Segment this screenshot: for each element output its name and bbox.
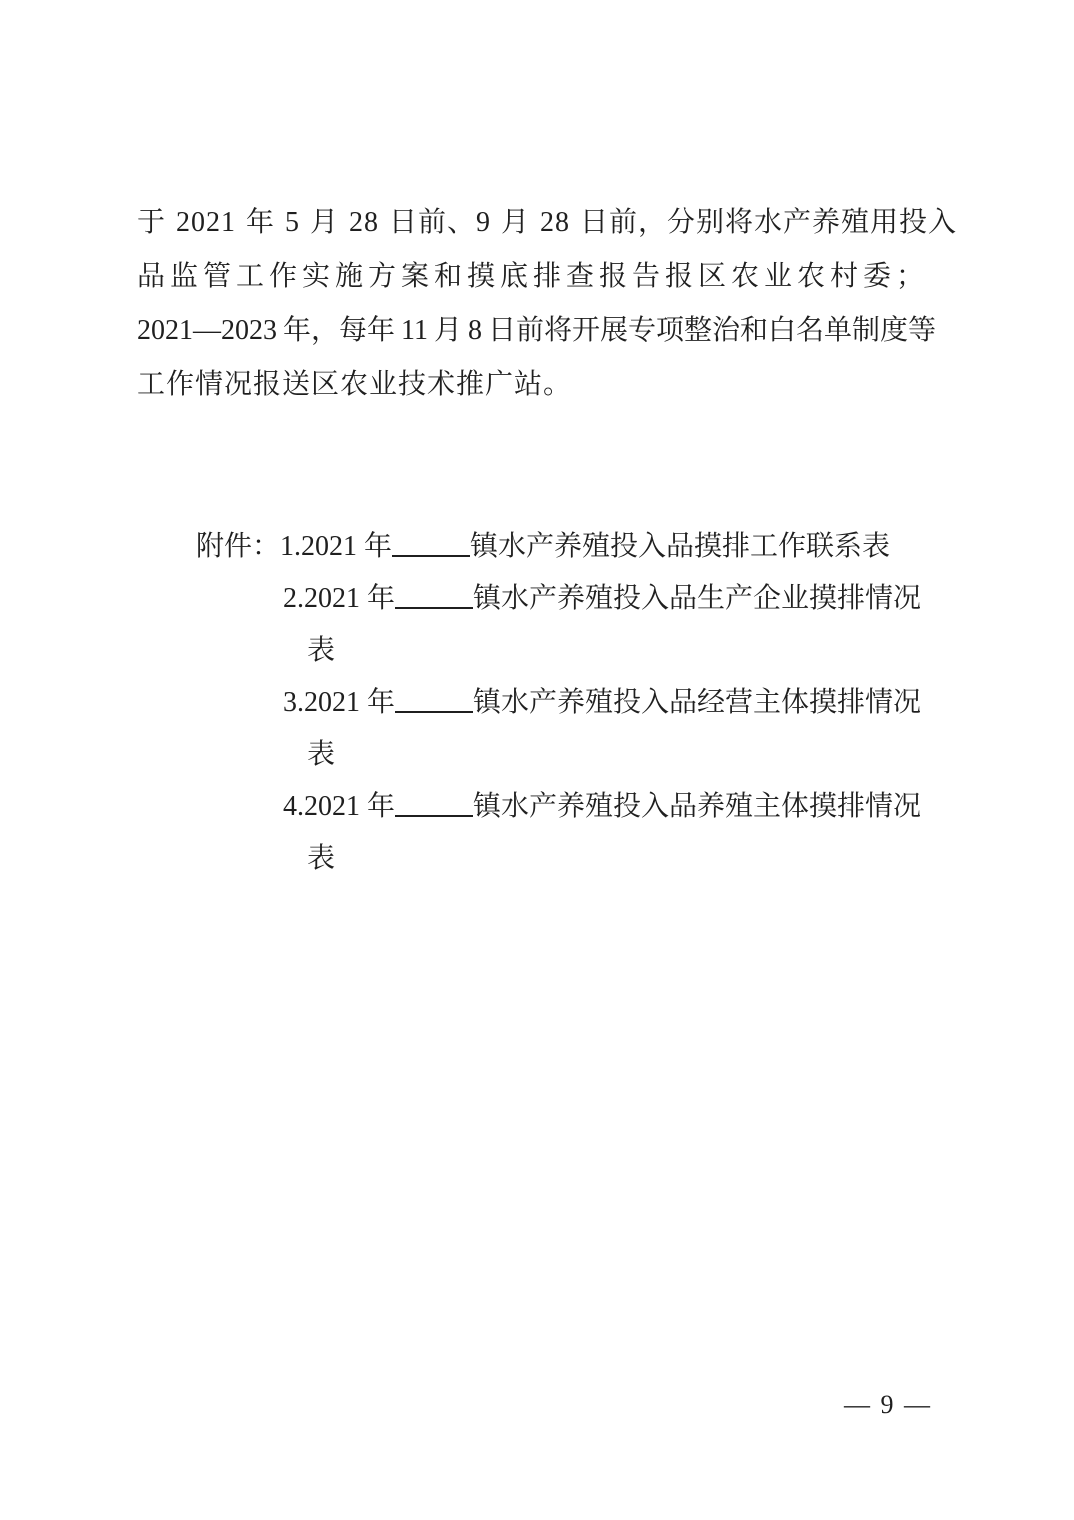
attachment-item-2 bbox=[283, 573, 921, 625]
attachment-year: 2021 年 bbox=[301, 531, 393, 562]
attachment-item-1 bbox=[196, 521, 921, 573]
paragraph-line: 品监管工作实施方案和摸底排查报告报区农业农村委； bbox=[137, 261, 930, 292]
attachment-number: 4. bbox=[283, 791, 304, 822]
attachment-title: 镇水产养殖投入品摸排工作联系表 bbox=[470, 531, 891, 562]
attachment-item-2-continuation: 表 bbox=[307, 635, 336, 666]
body-paragraph bbox=[137, 196, 957, 412]
attachment-title: 镇水产养殖投入品经营主体摸排情况 bbox=[473, 687, 922, 718]
attachment-year: 2021 年 bbox=[304, 583, 396, 614]
attachment-item-4 bbox=[283, 781, 921, 833]
page-number: — 9 — bbox=[844, 1390, 932, 1419]
attachment-item-4-continuation: 表 bbox=[307, 843, 336, 874]
attachments-label: 附件： bbox=[196, 531, 281, 562]
blank-underline bbox=[395, 813, 473, 817]
attachment-number: 1. bbox=[280, 531, 302, 562]
attachment-year: 2021 年 bbox=[304, 791, 396, 822]
blank-underline bbox=[392, 553, 470, 557]
attachment-number: 3. bbox=[283, 687, 304, 718]
attachments-block bbox=[196, 521, 921, 885]
paragraph-line: 工作情况报送区农业技术推广站。 bbox=[137, 369, 573, 400]
attachment-item-3-continuation: 表 bbox=[307, 739, 336, 770]
blank-underline bbox=[395, 709, 473, 713]
attachment-item-3 bbox=[283, 677, 921, 729]
attachment-year: 2021 年 bbox=[304, 687, 396, 718]
attachment-number: 2. bbox=[283, 583, 304, 614]
paragraph-line: 2021—2023 年，每年 11 月 8 日前将开展专项整治和白名单制度等 bbox=[137, 315, 936, 346]
blank-underline bbox=[395, 605, 473, 609]
paragraph-line: 于 2021 年 5 月 28 日前、9 月 28 日前，分别将水产养殖用投入 bbox=[137, 207, 958, 238]
attachment-title: 镇水产养殖投入品养殖主体摸排情况 bbox=[473, 791, 922, 822]
attachment-title: 镇水产养殖投入品生产企业摸排情况 bbox=[473, 583, 922, 614]
